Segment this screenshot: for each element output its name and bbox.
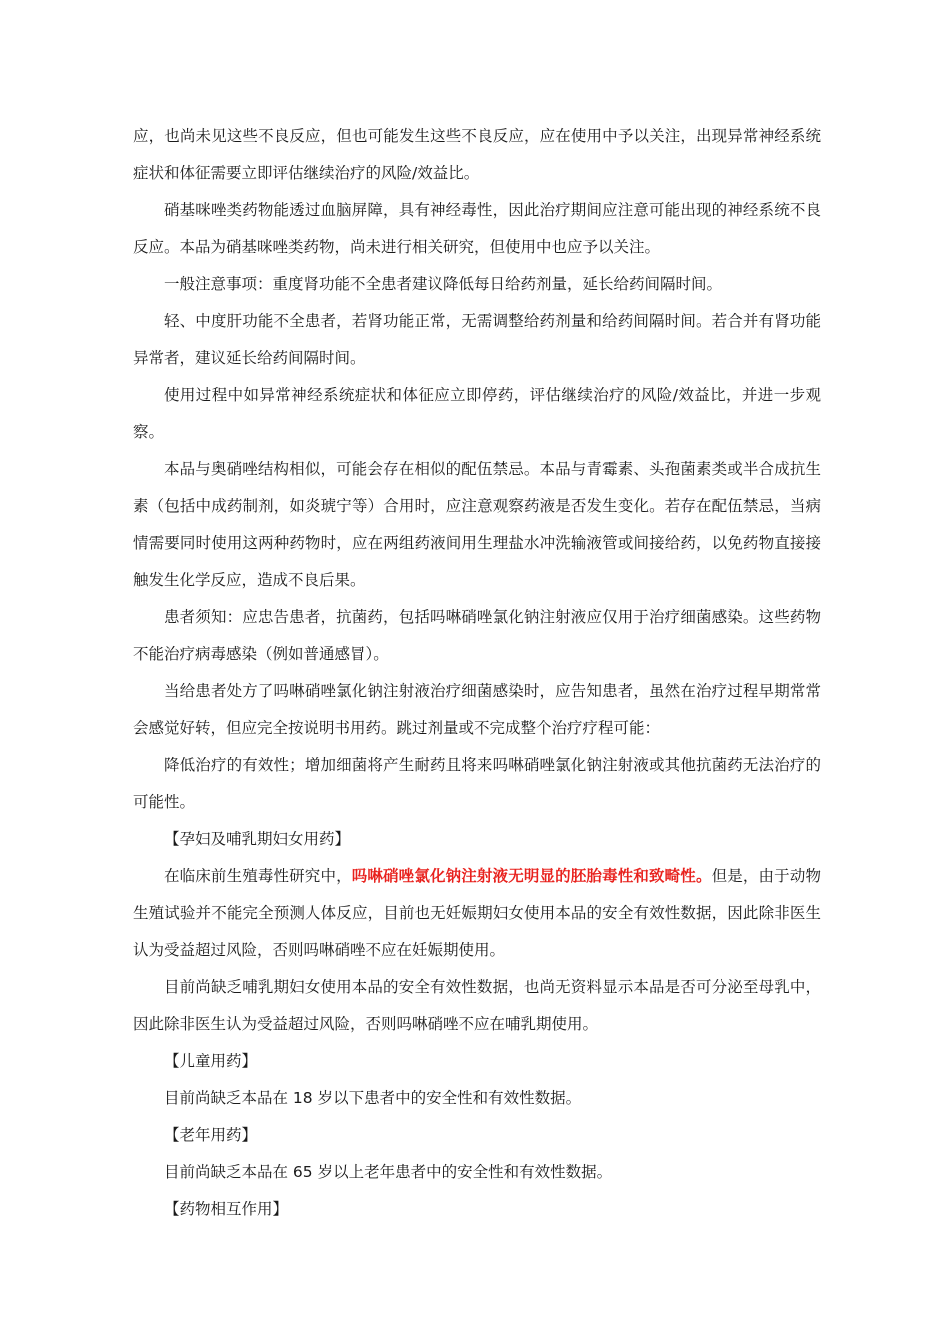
paragraph-incompatibility: 本品与奥硝唑结构相似，可能会存在相似的配伍禁忌。本品与青霉素、头孢菌素类或半合成抗生素（包括中成药制剂，如炎琥宁等）合用时，应注意观察药液是否发生变化。若存在配伍禁忌，当病情需要同时使用这两种药物时，应在两组药液间用生理盐水冲洗输液管或间接给药，以免药物直接接触发生化学反应，造成不良后果。 bbox=[133, 460, 821, 589]
paragraph-neurological-symptoms: 使用过程中如异常神经系统症状和体征应立即停药，评估继续治疗的风险/效益比，并进一步观察。 bbox=[133, 386, 821, 441]
paragraph-prescribing-advice: 当给患者处方了吗啉硝唑氯化钠注射液治疗细菌感染时，应告知患者，虽然在治疗过程早期常常会感觉好转，但应完全按说明书用药。跳过剂量或不完成整个治疗疗程可能： bbox=[133, 682, 821, 737]
section-heading-pediatric-use: 【儿童用药】 bbox=[164, 1052, 258, 1070]
paragraph-resistance-risk: 降低治疗的有效性；增加细菌将产生耐药且将来吗啉硝唑氯化钠注射液或其他抗菌药无法治疗的可能性。 bbox=[133, 756, 821, 811]
paragraph-lactation: 目前尚缺乏哺乳期妇女使用本品的安全有效性数据，也尚无资料显示本品是否可分泌至母乳中，因此除非医生认为受益超过风险，否则吗啉硝唑不应在哺乳期使用。 bbox=[133, 978, 821, 1033]
reproductive-toxicity-rest: 但是，由于动物生殖试验并不能完全预测人体反应，目前也无妊娠期妇女使用本品的安全有效性数据，因此除非医生认为受益超过风险，否则吗啉硝唑不应在妊娠期使用。 bbox=[133, 867, 821, 959]
section-heading-drug-interactions: 【药物相互作用】 bbox=[164, 1200, 289, 1218]
reproductive-toxicity-intro: 在临床前生殖毒性研究中， bbox=[164, 867, 352, 885]
paragraph-reproductive-toxicity bbox=[133, 858, 821, 969]
paragraph-continuation: 应，也尚未见这些不良反应，但也可能发生这些不良反应，应在使用中予以关注，出现异常神经系统症状和体征需要立即评估继续治疗的风险/效益比。 bbox=[133, 127, 821, 182]
section-heading-pregnancy-lactation: 【孕妇及哺乳期妇女用药】 bbox=[164, 830, 351, 848]
paragraph-patient-information: 患者须知：应忠告患者，抗菌药，包括吗啉硝唑氯化钠注射液应仅用于治疗细菌感染。这些药物不能治疗病毒感染（例如普通感冒）。 bbox=[133, 608, 821, 663]
paragraph-general-precautions: 一般注意事项：重度肾功能不全患者建议降低每日给药剂量，延长给药间隔时间。 bbox=[164, 275, 723, 293]
paragraph-geriatric-data: 目前尚缺乏本品在 65 岁以上老年患者中的安全性和有效性数据。 bbox=[164, 1163, 613, 1181]
section-heading-geriatric-use: 【老年用药】 bbox=[164, 1126, 258, 1144]
document-body bbox=[133, 118, 821, 1228]
paragraph-pediatric-data: 目前尚缺乏本品在 18 岁以下患者中的安全性和有效性数据。 bbox=[164, 1089, 582, 1107]
highlighted-safety-statement: 吗啉硝唑氯化钠注射液无明显的胚胎毒性和致畸性。 bbox=[351, 867, 712, 885]
paragraph-hepatic-impairment: 轻、中度肝功能不全患者，若肾功能正常，无需调整给药剂量和给药间隔时间。若合并有肾功能异常者，建议延长给药间隔时间。 bbox=[133, 312, 821, 367]
paragraph-nitroimidazole-neurotoxicity: 硝基咪唑类药物能透过血脑屏障，具有神经毒性，因此治疗期间应注意可能出现的神经系统不良反应。本品为硝基咪唑类药物，尚未进行相关研究，但使用中也应予以关注。 bbox=[133, 201, 821, 256]
